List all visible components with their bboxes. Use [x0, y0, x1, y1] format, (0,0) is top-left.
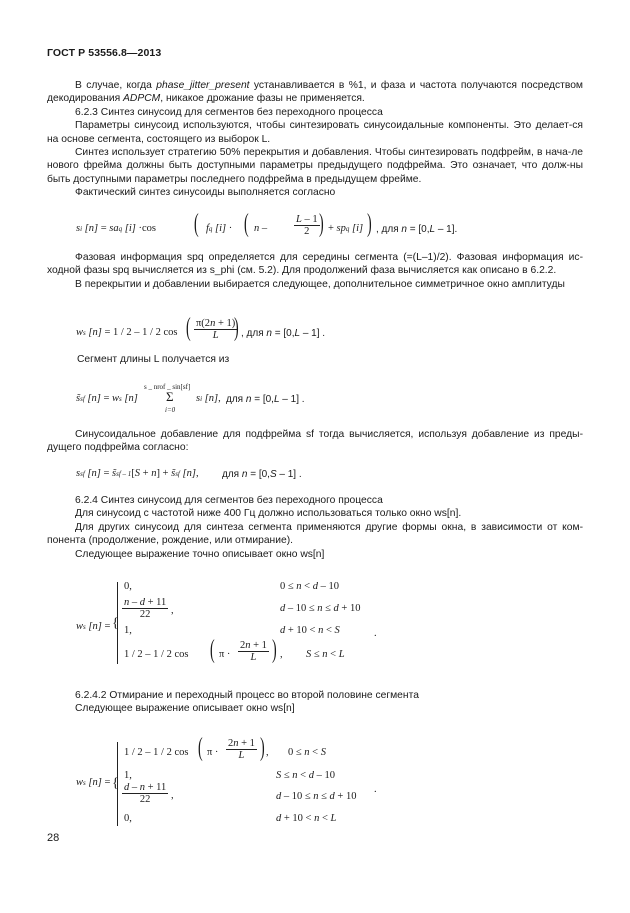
paragraph-sinusoid-params: Параметры синусоид используются, чтобы синтезировать синусоидальные компоненты. Это делает-ся на основе сегмента, состоящего из выборок L. [47, 120, 583, 145]
paragraph-phase-info: Фазовая информация spq определяется для середины сегмента (=(L–1)/2). Фазовая информация ис-ходной фазы spq вычисляется из s_phi (см. 5.2). Для продолжений фаза вычисляется как описано в 6.2.2. [47, 252, 583, 277]
sum-upper-limit: s _ nrof _ sin[sf] [144, 383, 191, 391]
section-heading-6-2-3: 6.2.3 Синтез синусоид для сегментов без переходного процесса [75, 106, 383, 118]
paragraph-window-describe: Следующее выражение описывает окно ws[n] [75, 703, 295, 715]
text-block-sf-add [47, 428, 583, 455]
equation-segment-sum: s̃sf [n] = ws [n] s _ nrof _ sin[sf] Σ i=0 si [n], для n = [0,L – 1] . [76, 383, 305, 414]
paragraph-phase-jitter: В случае, когда phase_jitter_present устанавливается в %1, и фаза и частота получаются посредством декодирования ADPCM, никакое дрожание фазы не применяется. [47, 80, 584, 105]
paragraph-window-intro: В перекрытии и добавлении выбирается следующее, дополнительное симметричное окно амплитуды [75, 278, 565, 290]
paragraph-actual-synthesis: Фактический синтез синусоиды выполняется согласно [75, 187, 336, 199]
equation-window-cases-1: ws [n] = { 0, $\frac{n - d + 11}{22}$ , 1, 1 / 2 – 1 / 2 cos ( π · $\frac{2n + 1}{L}$ ) , 0 ≤ n < d – 10 d – 10 ≤ n ≤ d + 10 d + 10 < n < S . S ≤ n < L [76, 581, 377, 666]
equation-sf-output: ssf [n] = s̃sf – 1[S + n] + s̃sf [n], для n = [0,S – 1] . [76, 468, 302, 480]
paragraph-segment-length: Сегмент длины L получается из [77, 354, 230, 365]
equation-window-cases-2: ws [n] = { 1 / 2 – 1 / 2 cos ( π · $\frac{2n + 1}{L}$ ) , 1, $\frac{d - n + 11}{22}$ , 0, 0 ≤ n < S S ≤ n < d – 10 d – 10 ≤ n ≤ d + 10 . d + 10 < n < L [76, 734, 377, 824]
paragraph-low-freq: Для синусоид с частотой ниже 400 Гц должно использоваться только окно ws[n]. [75, 508, 462, 520]
page-number: 28 [47, 832, 60, 844]
text-block-6-2-4 [47, 494, 583, 561]
paragraph-sf-addition: Синусоидальное добавление для подфрейма sf тогда вычисляется, используя добавление из преды-дущего подфрейма согласно: [47, 429, 583, 454]
text-block-6-2-4-2 [47, 689, 583, 716]
sum-lower-limit: i=0 [165, 406, 176, 414]
equation-sinusoid-synthesis: si [n] = saq [i] ·cos ( fq [i] · ( n – $\frac{L - 1}{2}$ ) + spq [i] ) , для n = [0,L – 1]. [76, 210, 458, 240]
document-header: ГОСТ Р 53556.8—2013 [47, 47, 162, 59]
paragraph-overlap-add: Синтез использует стратегию 50% перекрытия и добавления. Чтобы синтезировать подфрейм, в нача-ле нового фрейма должны быть доступными параметры предыдущего подфрейма. Это означает, что долж-ны быть доступными параметры последнего подфрейма в предыдущем фрейме. [47, 147, 583, 185]
text-block-intro [47, 79, 583, 200]
equation-window-ws: ws [n] = 1 / 2 – 1 / 2 cos ( $\frac{\pi(2n + 1)}{L}$ ) , для n = [0,L – 1] . [76, 314, 326, 344]
section-heading-6-2-4-2: 6.2.4.2 Отмирание и переходный процесс во второй половине сегмента [75, 690, 419, 701]
paragraph-other-windows: Для других синусоид для синтеза сегмента применяются другие формы окна, в зависимости от ком-понента (продолжение, рождение, или отмирание). [47, 521, 583, 547]
text-block-phase-info [47, 251, 583, 291]
text-block-segment [47, 353, 583, 366]
paragraph-exact-window: Следующее выражение точно описывает окно ws[n] [75, 548, 325, 560]
section-heading-6-2-4: 6.2.4 Синтез синусоид для сегментов без переходного процесса [75, 495, 383, 506]
